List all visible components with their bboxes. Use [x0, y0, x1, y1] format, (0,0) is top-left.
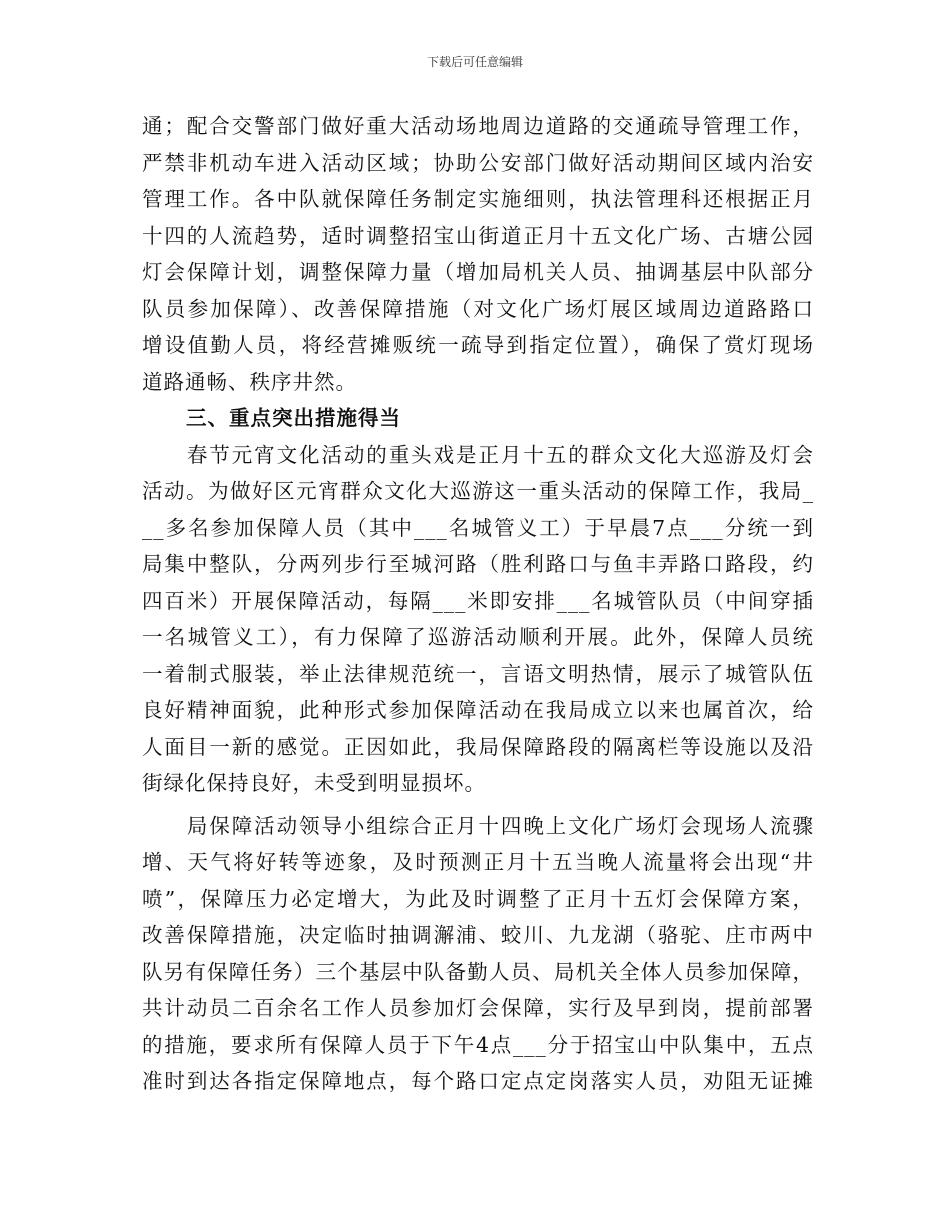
text-line: 春节元宵文化活动的重头戏是正月十五的群众文化大巡游及灯会 [142, 442, 814, 467]
document-body [142, 108, 814, 1100]
section-heading [142, 400, 814, 437]
text-line: 一着制式服装，举止法律规范统一，言语文明热情，展示了城管队伍 [142, 661, 814, 686]
page-header: 下载后可任意编辑 [426, 55, 523, 69]
paragraph [142, 808, 814, 1100]
text-line: 街绿化保持良好，未受到明显损坏。 [142, 771, 486, 795]
text-line: 队员参加保障）、改善保障措施（对文化广场灯展区域周边道路路口 [142, 296, 814, 321]
text-line: __多名参加保障人员（其中___名城管义工）于早晨7点___分统一到 [142, 515, 814, 540]
heading-line: 三、重点突出措施得当 [186, 406, 401, 430]
text-line: 四百米）开展保障活动，每隔___米即安排___名城管队员（中间穿插 [142, 588, 814, 613]
text-line: 改善保障措施，决定临时抽调澥浦、蛟川、九龙湖（骆驼、庄市两中 [142, 923, 814, 947]
text-line: 十四的人流趋势，适时调整招宝山街道正月十五文化广场、古塘公园 [142, 223, 814, 248]
paragraph [142, 108, 814, 400]
text-line: 的措施，要求所有保障人员于下午4点___分于招宝山中队集中，五点 [142, 1032, 814, 1057]
text-line: 局集中整队，分两列步行至城河路（胜利路口与鱼丰弄路口路段，约 [142, 552, 814, 576]
text-line: 管理工作。各中队就保障任务制定实施细则，执法管理科还根据正月 [142, 187, 814, 211]
text-line: 道路通畅、秩序井然。 [142, 369, 357, 394]
paragraph [142, 437, 814, 802]
text-line: 良好精神面貌，此种形式参加保障活动在我局成立以来也属首次，给 [142, 698, 814, 722]
text-line: 严禁非机动车进入活动区域；协助公安部门做好活动期间区域内治安 [142, 150, 814, 175]
text-line: 通；配合交警部门做好重大活动场地周边道路的交通疏导管理工作， [142, 114, 814, 138]
text-line: 队另有保障任务）三个基层中队备勤人员、局机关全体人员参加保障， [142, 959, 814, 984]
text-line: 增、天气将好转等迹象，及时预测正月十五当晚人流量将会出现“井 [142, 850, 814, 874]
text-line: 共计动员二百余名工作人员参加灯会保障，实行及早到岗，提前部署 [142, 996, 814, 1020]
text-line: 增设值勤人员，将经营摊贩统一疏导到指定位置），确保了赏灯现场 [142, 333, 814, 357]
text-line: 局保障活动领导小组综合正月十四晚上文化广场灯会现场人流骤 [142, 813, 814, 838]
text-line: 活动。为做好区元宵群众文化大巡游这一重头活动的保障工作，我局_ [142, 479, 814, 503]
text-line: 喷”，保障压力必定增大，为此及时调整了正月十五灯会保障方案， [142, 886, 814, 911]
text-line: 一名城管义工），有力保障了巡游活动顺利开展。此外，保障人员统 [142, 625, 814, 649]
text-line: 人面目一新的感觉。正因如此，我局保障路段的隔离栏等设施以及沿 [142, 734, 814, 759]
text-line: 灯会保障计划，调整保障力量（增加局机关人员、抽调基层中队部分 [142, 260, 814, 284]
text-line: 准时到达各指定保障地点，每个路口定点定岗落实人员，劝阻无证摊 [142, 1069, 814, 1093]
